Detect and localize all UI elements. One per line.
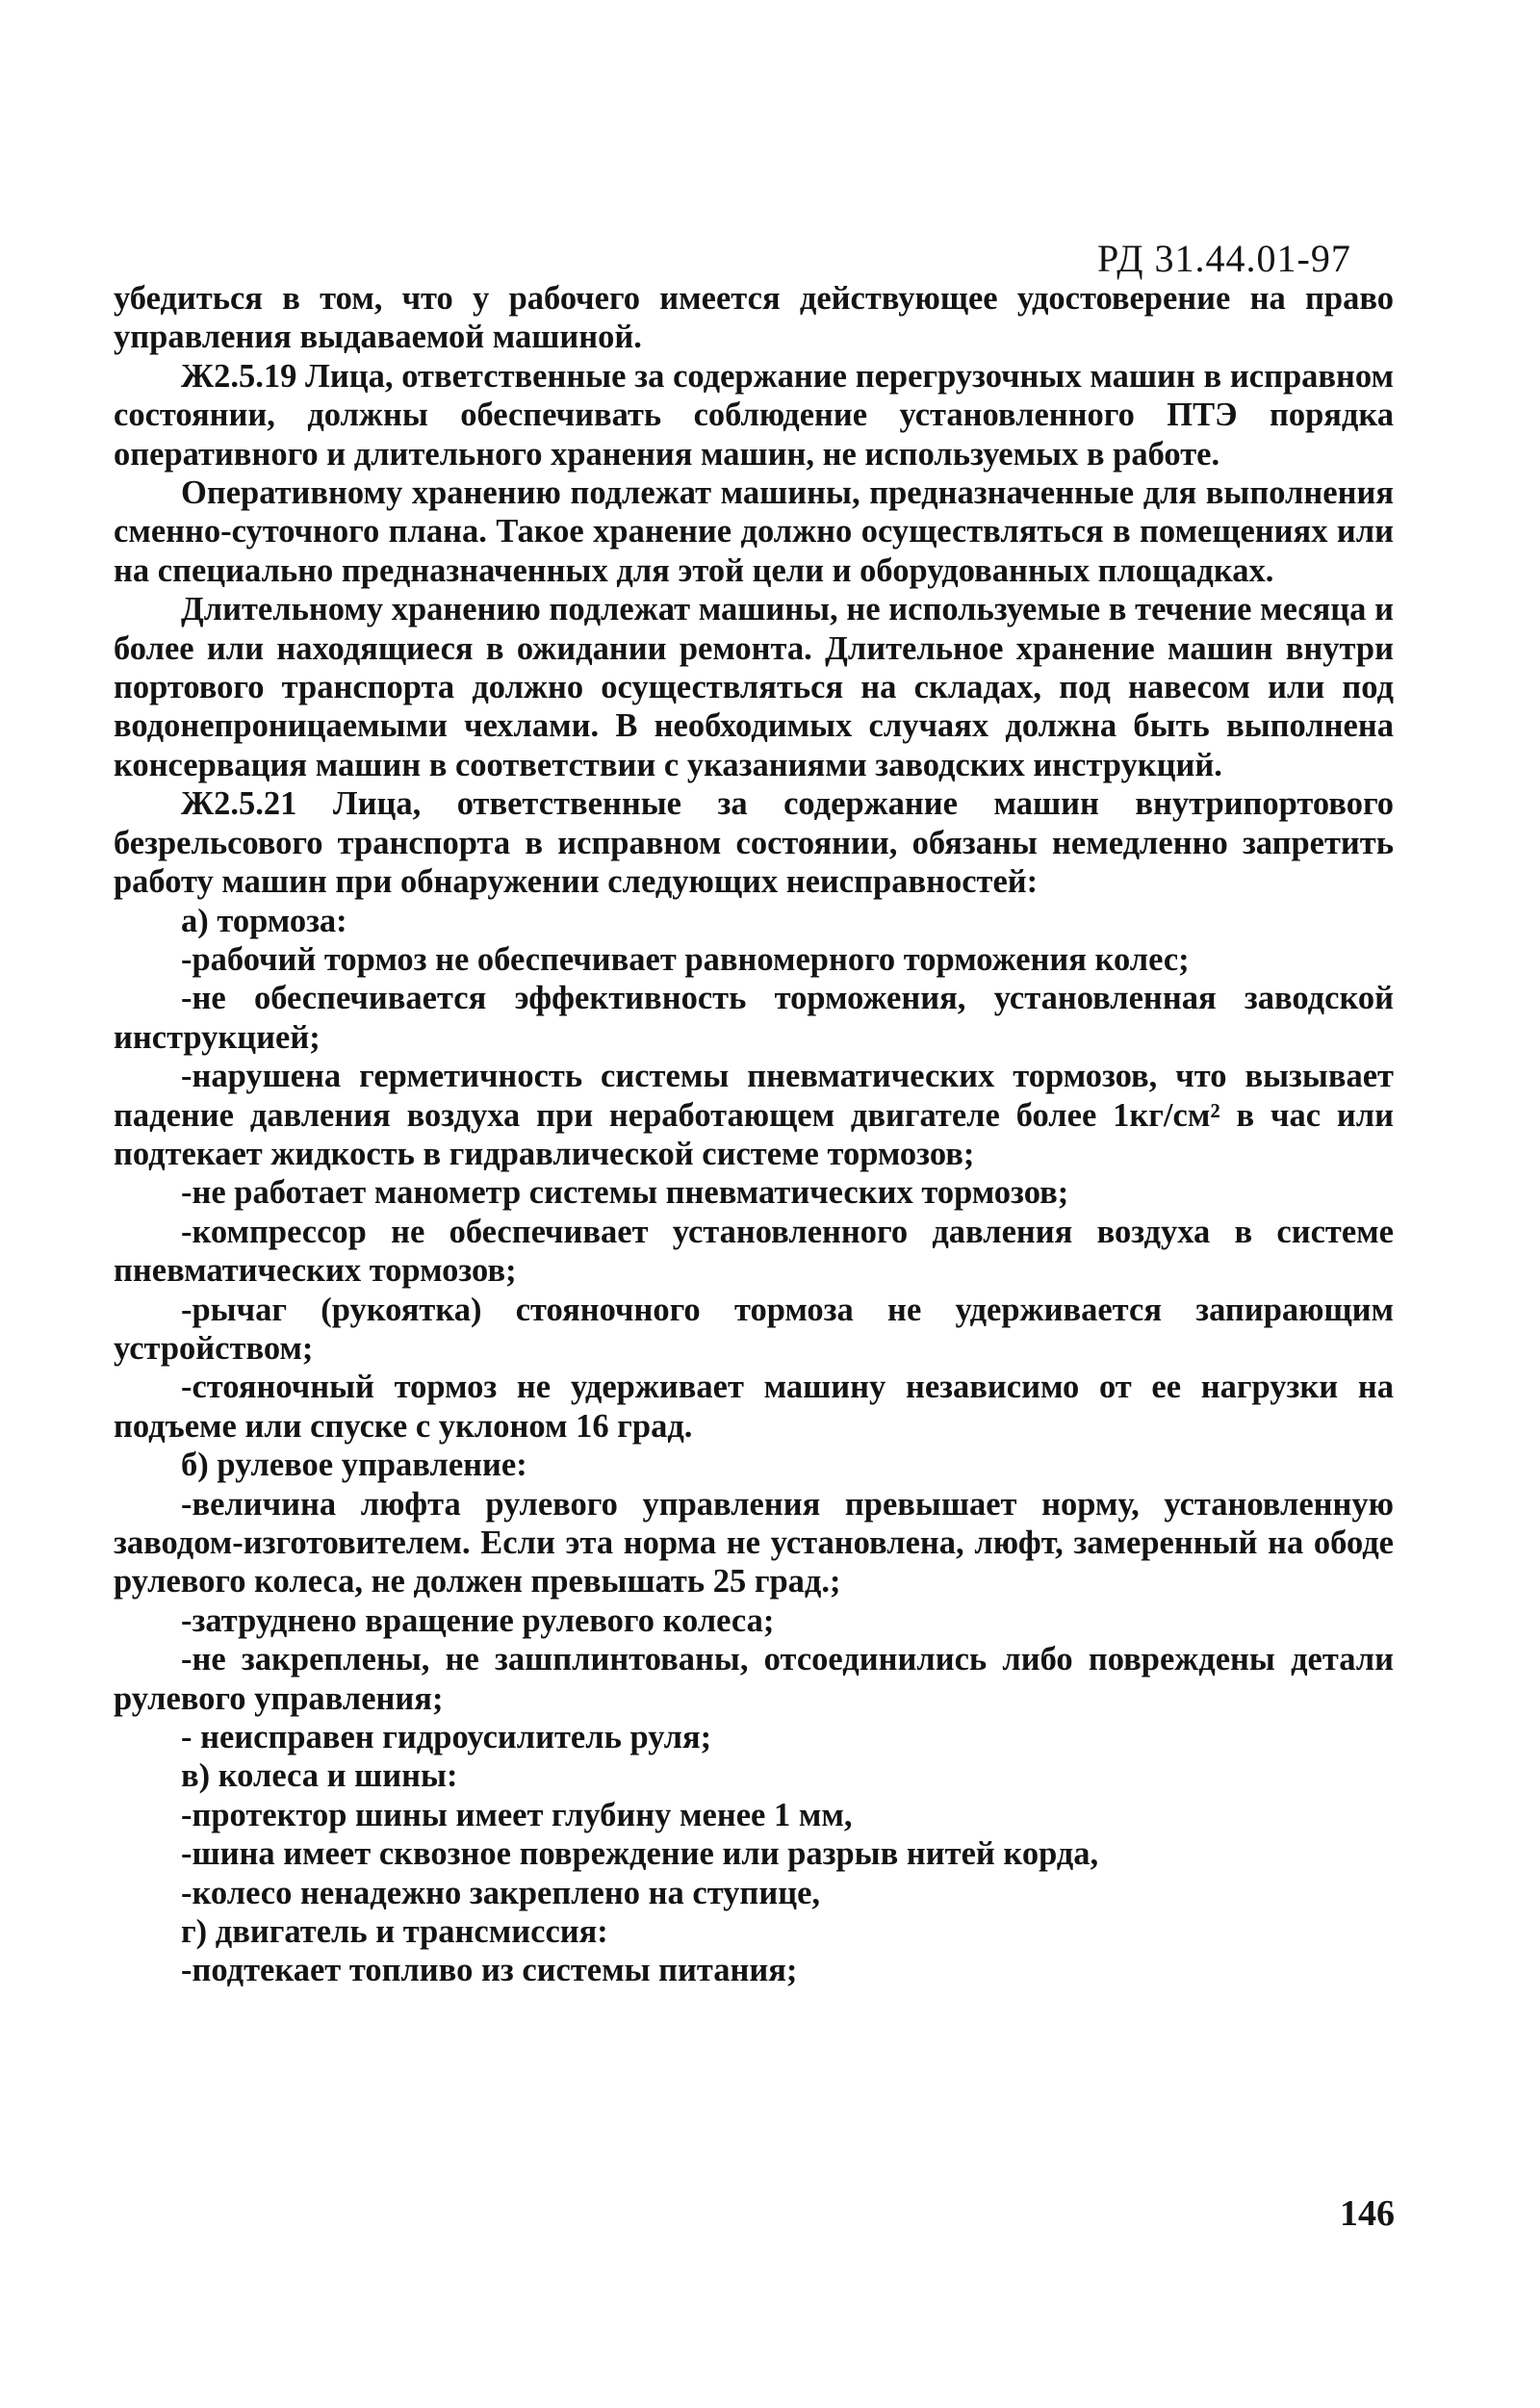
list-item: -стояночный тормоз не удерживает машину независимо от ее нагрузки на подъеме или спуске с уклоном 16 град. — [114, 1369, 1394, 1445]
page-number: 146 — [1340, 2193, 1395, 2234]
list-heading-wheels-tires: в) колеса и шины: — [181, 1757, 458, 1795]
list-item: - неисправен гидроусилитель руля; — [181, 1719, 712, 1756]
list-item: -шина имеет сквозное повреждение или разрыв нитей корда, — [181, 1835, 1099, 1873]
list-heading-engine-transmission: г) двигатель и трансмиссия: — [181, 1913, 608, 1951]
list-item: -нарушена герметичность системы пневматических тормозов, что вызывает падение давления воздуха при неработающем двигателе более 1кг/см² в час или подтекает жидкость в гидравлической системе тормозов; — [114, 1058, 1394, 1172]
list-item: -не закреплены, не зашплинтованы, отсоединились либо повреждены детали рулевого управления; — [114, 1641, 1394, 1717]
list-heading-steering: б) рулевое управление: — [181, 1447, 527, 1484]
list-item: -компрессор не обеспечивает установленного давления воздуха в системе пневматических тормозов; — [114, 1213, 1394, 1290]
list-item: -рычаг (рукоятка) стояночного тормоза не удерживается запирающим устройством; — [114, 1291, 1394, 1367]
list-item: -не обеспечивается эффективность торможения, установленная заводской инструкцией; — [114, 980, 1394, 1056]
list-item: -колесо ненадежно закреплено на ступице, — [181, 1874, 821, 1911]
paragraph-long-term-storage: Длительному хранению подлежат машины, не используемые в течение месяца и более или находящиеся в ожидании ремонта. Длительное хранение машин внутри портового транспорта должно осуществляться на складах, под навесом или под водонепроницаемыми чехлами. В необходимых случаях должна быть выполнена консервация машин в соответствии с указаниями заводских инструкций. — [114, 591, 1394, 783]
paragraph-clause-2-5-19: Ж2.5.19 Лица, ответственные за содержание перегрузочных машин в исправном состоянии, должны обеспечивать соблюдение установленного ПТЭ порядка оперативного и длительного хранения машин, не используемых в работе. — [114, 357, 1394, 473]
list-item: -величина люфта рулевого управления превышает норму, установленную заводом-изготовителем. Если эта норма не установлена, люфт, замеренный на ободе рулевого колеса, не должен превышать 25 град.; — [114, 1485, 1394, 1601]
document-body — [114, 279, 1394, 1990]
paragraph-continuation: убедиться в том, что у рабочего имеется действующее удостоверение на право управления выдаваемой машиной. — [114, 280, 1394, 356]
document-code: РД 31.44.01-97 — [1097, 237, 1351, 280]
paragraph-clause-2-5-21: Ж2.5.21 Лица, ответственные за содержание машин внутрипортового безрельсового транспорта в исправном состоянии, обязаны немедленно запретить работу машин при обнаружении следующих неисправностей: — [114, 785, 1394, 901]
list-item: -затруднено вращение рулевого колеса; — [181, 1601, 775, 1639]
paragraph-operational-storage: Оперативному хранению подлежат машины, предназначенные для выполнения сменно-суточного плана. Такое хранение должно осуществляться в помещениях или на специально предназначенных для этой цели и оборудованных площадках. — [114, 474, 1394, 589]
list-item: -протектор шины имеет глубину менее 1 мм, — [181, 1796, 853, 1833]
list-item: -не работает манометр системы пневматических тормозов; — [181, 1174, 1069, 1212]
list-item: -рабочий тормоз не обеспечивает равномерного торможения колес; — [181, 940, 1190, 978]
list-item: -подтекает топливо из системы питания; — [181, 1952, 798, 1989]
list-heading-brakes: а) тормоза: — [181, 902, 347, 939]
